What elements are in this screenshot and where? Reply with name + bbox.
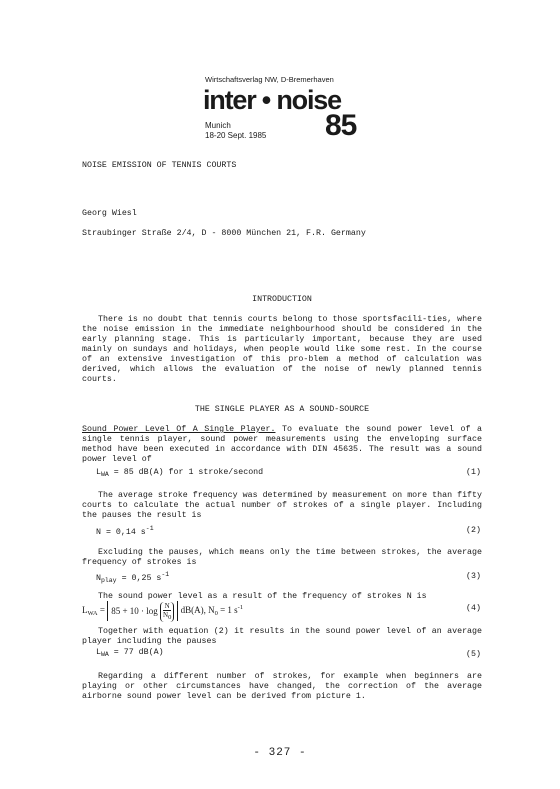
page-number: - 327 -: [253, 747, 307, 759]
equation-5-number: (5): [466, 650, 481, 659]
paper-title: NOISE EMISSION OF TENNIS COURTS: [82, 161, 237, 170]
spl-subheading: Sound Power Level Of A Single Player.: [82, 425, 276, 434]
regarding-paragraph: Regarding a different number of strokes, for example when beginners are playing or other circumstances have changed, the correction of the average airborne sound power level can be derived from picture 1.: [82, 672, 482, 701]
author-name: Georg Wiesl: [82, 209, 137, 218]
single-player-heading: THE SINGLE PLAYER AS A SOUND-SOURCE: [194, 405, 370, 414]
conference-city: Munich: [205, 121, 231, 130]
conference-dates: 18-20 Sept. 1985: [205, 131, 267, 140]
frequency-paragraph: The average stroke frequency was determined by measurement on more than fifty courts to calculate the actual number of strokes of a single player. Including the pauses the result is: [82, 491, 482, 520]
spl-paragraph: [82, 425, 482, 465]
equation-3-number: (3): [466, 572, 481, 581]
conference-logo: [203, 75, 363, 155]
equation-4: $L_{WA} = 85 + 10 \cdot \log N$ $N_0$ dB(A), $N_0 = 1$ $s^{-1}$: [82, 601, 244, 621]
equation-2-number: (2): [466, 526, 481, 535]
equation-5: $L_{WA} = 77$ dB(A): [96, 648, 164, 658]
together-paragraph: Together with equation (2) it results in the sound power level of an average player including the pauses: [82, 627, 482, 646]
equation-1-number: (1): [466, 468, 481, 477]
equation-4-number: (4): [466, 604, 481, 613]
conference-year: 85: [325, 109, 357, 142]
equation-1: $L_{WA} = 85$ dB(A) for 1 stroke/second: [96, 468, 264, 478]
author-address: Straubinger Straße 2/4, D - 8000 München 21, F.R. Germany: [82, 229, 366, 238]
equation-2: N = 0,14 $s^{-1}$: [96, 525, 154, 537]
conference-brand: inter • noise: [203, 85, 341, 115]
excluding-paragraph: Excluding the pauses, which means only the time between strokes, the average frequency of strokes is: [82, 548, 482, 567]
publisher-line: Wirtschaftsverlag NW, D-Bremerhaven: [205, 75, 334, 84]
equation-3: $N_{play} = 0,25$ $s^{-1}$: [96, 571, 170, 584]
spl-text: To evaluate the sound power level of a single tennis player, sound power measurements using the enveloping surface method have been executed in accordance with DIN 45635. The result was a sound power level of: [82, 425, 482, 464]
intro-paragraph: There is no doubt that tennis courts belong to those sportsfacili-ties, where the noise emission in the immediate neighbourhood should be considered in the early planning stage. This is particularly important, because they are used mainly on sundays and holidays, when people would like some rest. In the course of an extensive investigation of this pro-blem a method of calculation was derived, which allows the evaluation of the noise of newly planned tennis courts.: [82, 315, 482, 384]
result-paragraph: The sound power level as a result of the frequency of strokes N is: [98, 592, 427, 601]
intro-heading: INTRODUCTION: [252, 295, 312, 304]
